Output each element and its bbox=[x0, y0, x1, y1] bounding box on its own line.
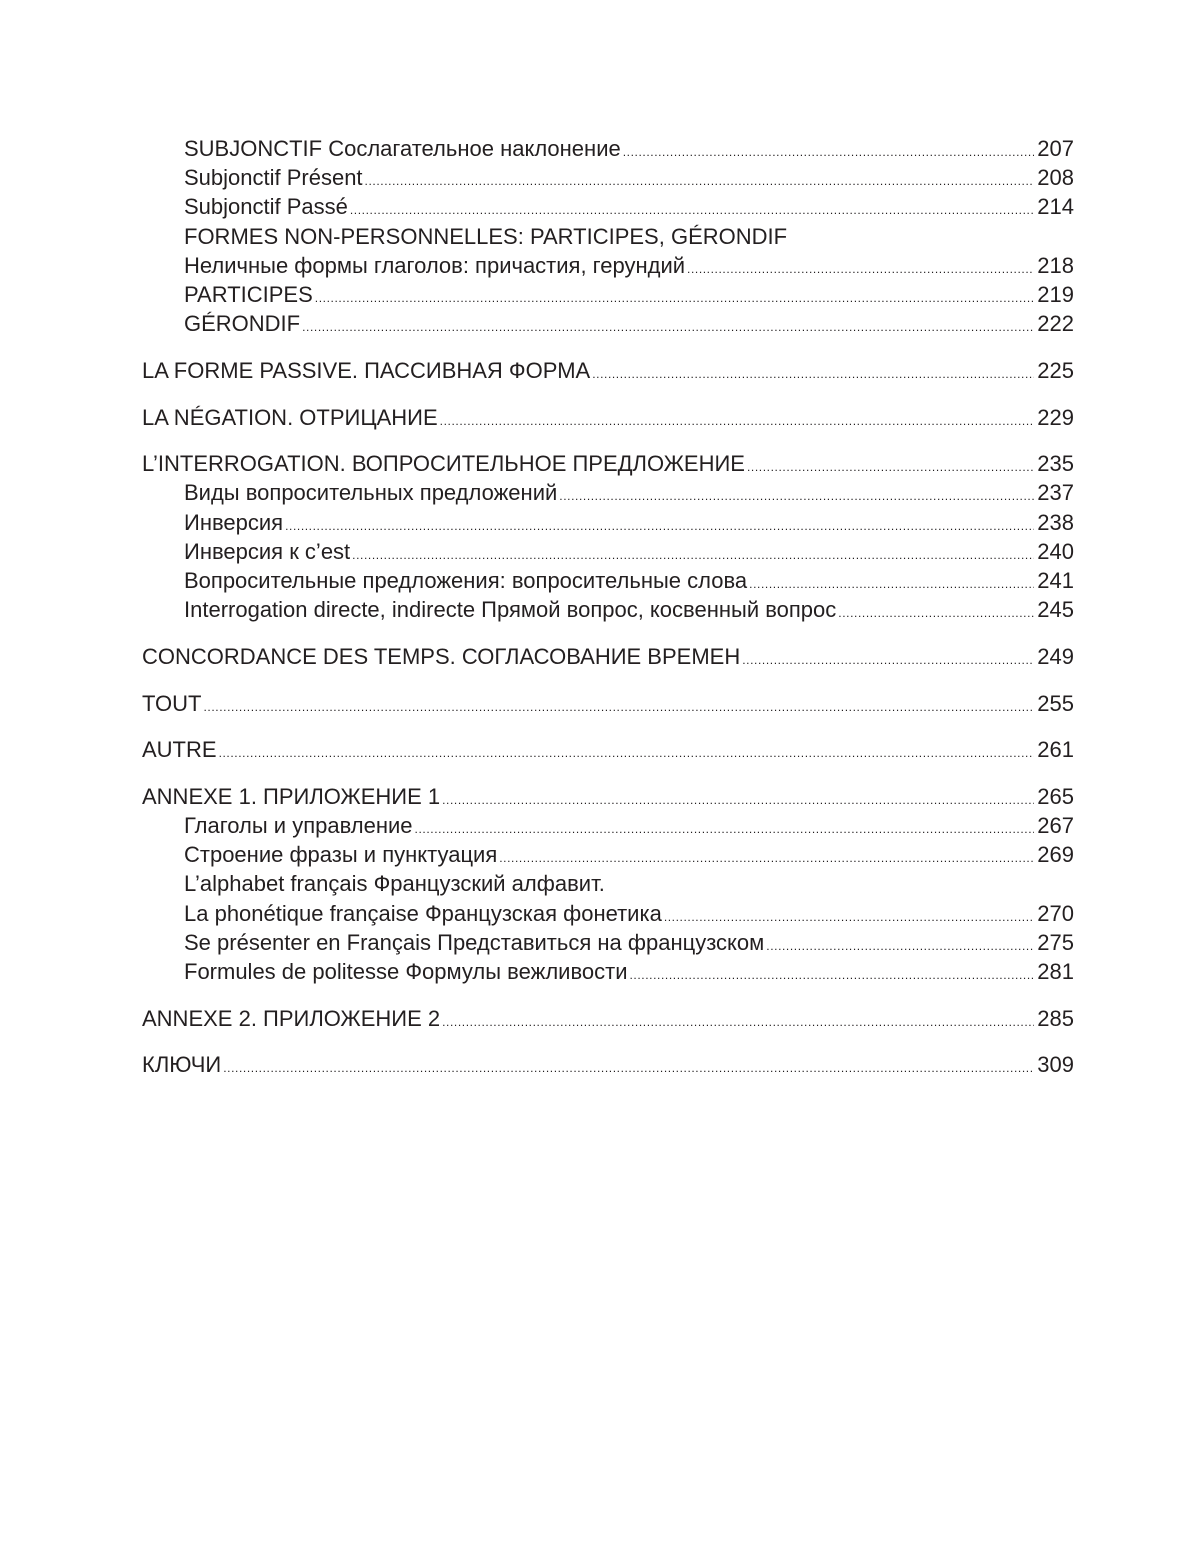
toc-entry-title: Виды вопросительных предложений bbox=[184, 480, 558, 506]
toc-entry-title: L’INTERROGATION. ВОПРОСИТЕЛЬНОЕ ПРЕДЛОЖЕНИЕ bbox=[142, 451, 745, 477]
toc-entry-chapter[interactable] bbox=[142, 1004, 1074, 1033]
toc-entry[interactable] bbox=[142, 595, 1074, 624]
toc-entry[interactable] bbox=[142, 134, 1074, 163]
toc-entry-title: SUBJONCTIF Сослагательное наклонение bbox=[184, 136, 621, 161]
toc-entry-page: 225 bbox=[1037, 357, 1074, 383]
toc-entry-title: Se présenter en Français Представиться на французском bbox=[184, 929, 765, 955]
toc-entry[interactable] bbox=[142, 478, 1074, 507]
toc-entry-title: Инверсия к c’est bbox=[184, 538, 351, 564]
toc-entry-chapter[interactable] bbox=[142, 1050, 1074, 1079]
toc-entry-page: 309 bbox=[1037, 1052, 1074, 1078]
toc-entry-page: 219 bbox=[1037, 281, 1074, 307]
toc-entry-chapter[interactable] bbox=[142, 689, 1074, 718]
dot-leader bbox=[365, 167, 1035, 196]
toc-entry-heading bbox=[142, 222, 1074, 251]
dot-leader bbox=[687, 255, 1034, 284]
toc-entry-title: AUTRE bbox=[142, 737, 217, 763]
toc-entry[interactable] bbox=[142, 928, 1074, 957]
toc-entry[interactable] bbox=[142, 309, 1074, 338]
toc-entry[interactable] bbox=[142, 537, 1074, 566]
dot-leader bbox=[223, 1054, 1034, 1083]
dot-leader bbox=[747, 453, 1034, 482]
toc-entry-title: TOUT bbox=[142, 690, 202, 716]
toc-entry-chapter[interactable] bbox=[142, 735, 1074, 764]
toc-entry-title: Глаголы и управление bbox=[184, 813, 413, 839]
toc-entry-title: La phonétique française Французская фонетика bbox=[184, 900, 662, 926]
toc-entry-page: 237 bbox=[1037, 480, 1074, 506]
toc-entry-page: 255 bbox=[1037, 690, 1074, 716]
toc-entry-page: 208 bbox=[1037, 165, 1074, 191]
toc-entry-heading bbox=[142, 869, 1074, 898]
toc-entry-title: ANNEXE 1. ПРИЛОЖЕНИЕ 1 bbox=[142, 783, 441, 809]
dot-leader bbox=[285, 512, 1034, 541]
toc-entry-title: Инверсия bbox=[184, 509, 284, 535]
toc-entry[interactable] bbox=[142, 840, 1074, 869]
dot-leader bbox=[442, 786, 1034, 815]
table-of-contents bbox=[142, 134, 1074, 1080]
toc-entry-title: Subjonctif Présent bbox=[184, 165, 363, 191]
toc-entry-chapter[interactable] bbox=[142, 356, 1074, 385]
toc-entry[interactable] bbox=[142, 811, 1074, 840]
toc-entry-title: FORMES NON-PERSONNELLES: PARTICIPES, GÉRONDIF bbox=[184, 223, 788, 249]
dot-leader bbox=[440, 407, 1035, 436]
toc-entry[interactable] bbox=[142, 899, 1074, 928]
toc-entry[interactable] bbox=[142, 251, 1074, 280]
toc-entry-page: 270 bbox=[1037, 900, 1074, 926]
toc-entry-page: 281 bbox=[1037, 959, 1074, 984]
dot-leader bbox=[315, 284, 1035, 313]
toc-entry-page: 261 bbox=[1037, 737, 1074, 763]
dot-leader bbox=[742, 646, 1034, 675]
toc-entry-page: 229 bbox=[1037, 404, 1074, 430]
toc-entry-title: CONCORDANCE DES TEMPS. СОГЛАСОВАНИЕ ВРЕМЕН bbox=[142, 643, 741, 669]
dot-leader bbox=[766, 932, 1034, 961]
toc-entry-title: LA NÉGATION. ОТРИЦАНИЕ bbox=[142, 404, 438, 430]
dot-leader bbox=[838, 599, 1034, 628]
toc-entry-page: 285 bbox=[1037, 1005, 1074, 1031]
toc-entry-page: 269 bbox=[1037, 842, 1074, 868]
toc-entry-page: 265 bbox=[1037, 783, 1074, 809]
toc-entry-page: 240 bbox=[1037, 538, 1074, 564]
toc-entry[interactable] bbox=[142, 566, 1074, 595]
dot-leader bbox=[203, 693, 1034, 722]
toc-entry[interactable] bbox=[142, 192, 1074, 221]
dot-leader bbox=[302, 313, 1034, 342]
toc-entry-title: Interrogation directe, indirecte Прямой вопрос, косвенный вопрос bbox=[184, 597, 837, 623]
toc-entry[interactable] bbox=[142, 508, 1074, 537]
toc-entry-page: 249 bbox=[1037, 643, 1074, 669]
toc-entry-page: 267 bbox=[1037, 813, 1074, 839]
toc-entry[interactable] bbox=[142, 280, 1074, 309]
toc-entry-page: 207 bbox=[1037, 136, 1074, 161]
toc-entry[interactable] bbox=[142, 163, 1074, 192]
toc-entry-chapter[interactable] bbox=[142, 642, 1074, 671]
toc-entry-title: Неличные формы глаголов: причастия, герундий bbox=[184, 252, 686, 278]
dot-leader bbox=[629, 961, 1034, 990]
toc-entry-page: 275 bbox=[1037, 929, 1074, 955]
toc-entry-page: 214 bbox=[1037, 194, 1074, 220]
toc-entry-title: PARTICIPES bbox=[184, 281, 313, 307]
toc-entry-page: 238 bbox=[1037, 509, 1074, 535]
dot-leader bbox=[442, 1008, 1034, 1037]
toc-entry-title: GÉRONDIF bbox=[184, 311, 301, 337]
toc-entry-chapter[interactable] bbox=[142, 449, 1074, 478]
dot-leader bbox=[592, 360, 1034, 389]
toc-entry-title: L’alphabet français Французский алфавит. bbox=[184, 871, 605, 897]
toc-entry[interactable] bbox=[142, 957, 1074, 986]
toc-entry-chapter[interactable] bbox=[142, 403, 1074, 432]
dot-leader bbox=[415, 815, 1035, 844]
dot-leader bbox=[219, 739, 1035, 768]
toc-entry-page: 241 bbox=[1037, 567, 1074, 593]
toc-entry-page: 235 bbox=[1037, 451, 1074, 477]
toc-entry-title: Subjonctif Passé bbox=[184, 194, 348, 220]
dot-leader bbox=[623, 138, 1035, 167]
toc-entry-title: ANNEXE 2. ПРИЛОЖЕНИЕ 2 bbox=[142, 1005, 441, 1031]
toc-entry-title: LA FORME PASSIVE. ПАССИВНАЯ ФОРМА bbox=[142, 357, 591, 383]
toc-entry-chapter[interactable] bbox=[142, 782, 1074, 811]
toc-entry-page: 245 bbox=[1037, 597, 1074, 623]
dot-leader bbox=[559, 482, 1034, 511]
toc-entry-title: Вопросительные предложения: вопросительные слова bbox=[184, 567, 748, 593]
toc-entry-title: Строение фразы и пунктуация bbox=[184, 842, 498, 868]
toc-entry-title: Formules de politesse Формулы вежливости bbox=[184, 959, 628, 984]
toc-entry-title: КЛЮЧИ bbox=[142, 1052, 222, 1078]
toc-entry-page: 218 bbox=[1037, 252, 1074, 278]
toc-entry-page: 222 bbox=[1037, 311, 1074, 337]
